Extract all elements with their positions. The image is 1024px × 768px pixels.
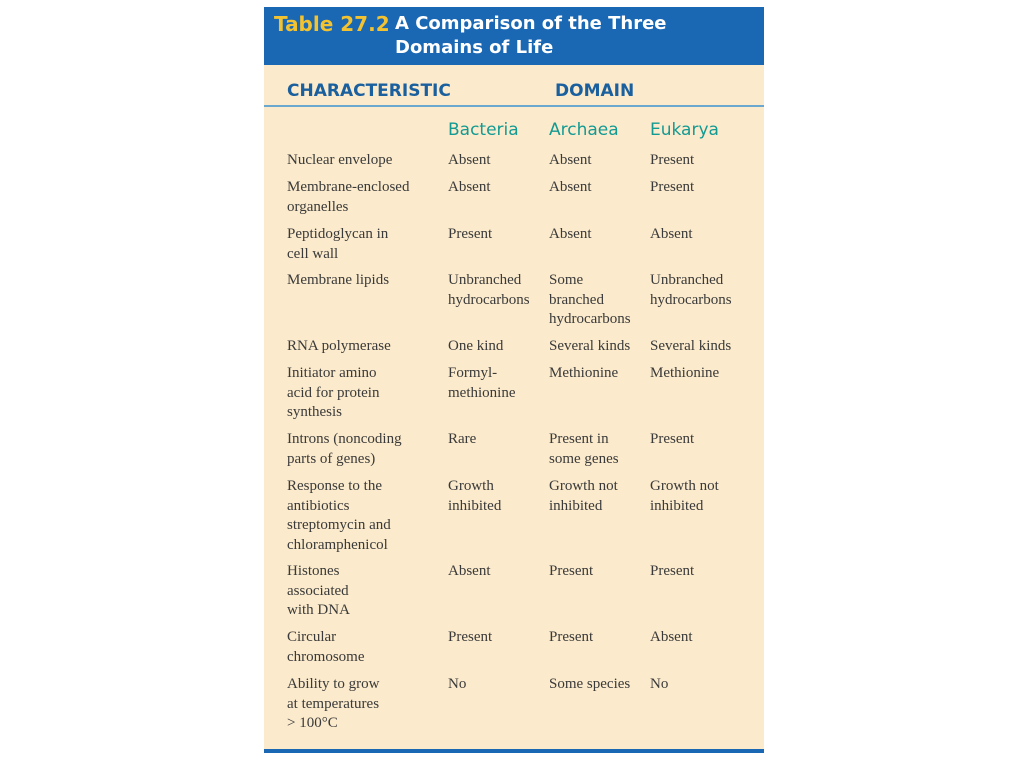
eukarya-cell: Absent (650, 629, 693, 645)
eukarya-cell: Present (650, 431, 695, 447)
header-rule (264, 105, 764, 107)
characteristic-cell: Peptidoglycan in cell wall (287, 226, 389, 262)
archaea-cell: Absent (549, 226, 592, 242)
eukarya-cell: Present (650, 563, 695, 579)
bacteria-cell: No (448, 676, 467, 692)
bacteria-cell: Formyl- methionine (448, 365, 516, 401)
eukarya-cell: No (650, 676, 669, 692)
eukarya-cell: Absent (650, 226, 693, 242)
bacteria-cell: Present (448, 629, 493, 645)
archaea-cell: Some branched hydrocarbons (549, 272, 631, 327)
archaea-cell: Absent (549, 152, 592, 168)
characteristic-cell: Circular chromosome (287, 629, 365, 665)
characteristic-cell: Membrane-enclosed organelles (287, 179, 410, 215)
characteristic-cell: Membrane lipids (287, 272, 390, 288)
bacteria-cell: Present (448, 226, 493, 242)
bacteria-cell: Absent (448, 563, 491, 579)
bacteria-cell: One kind (448, 338, 504, 354)
comparison-table (264, 7, 764, 753)
domain-header: DOMAIN (555, 81, 635, 101)
bacteria-cell: Unbranched hydrocarbons (448, 272, 530, 308)
eukarya-cell: Present (650, 179, 695, 195)
archaea-cell: Some species (549, 676, 631, 692)
eukarya-cell: Methionine (650, 365, 720, 381)
archaea-cell: Several kinds (549, 338, 631, 354)
domain-archaea-header: Archaea (549, 120, 619, 140)
eukarya-cell: Several kinds (650, 338, 732, 354)
characteristic-header: CHARACTERISTIC (287, 81, 451, 101)
archaea-cell: Present (549, 563, 594, 579)
bacteria-cell: Rare (448, 431, 477, 447)
table-number: Table 27.2 (274, 12, 390, 36)
characteristic-cell: Response to the antibiotics streptomycin and chloramphenicol (287, 478, 391, 553)
bacteria-cell: Growth inhibited (448, 478, 502, 514)
archaea-cell: Present in some genes (549, 431, 619, 467)
archaea-cell: Present (549, 629, 594, 645)
characteristic-cell: Initiator amino acid for protein synthesis (287, 365, 380, 420)
archaea-cell: Methionine (549, 365, 619, 381)
eukarya-cell: Growth not inhibited (650, 478, 719, 514)
characteristic-cell: Histones associated with DNA (287, 563, 350, 618)
characteristic-cell: Introns (noncoding parts of genes) (287, 431, 402, 467)
characteristic-cell: Nuclear envelope (287, 152, 393, 168)
archaea-cell: Growth not inhibited (549, 478, 618, 514)
table-title: A Comparison of the Three Domains of Life (395, 13, 667, 58)
bacteria-cell: Absent (448, 152, 491, 168)
bacteria-cell: Absent (448, 179, 491, 195)
eukarya-cell: Present (650, 152, 695, 168)
title-bar (264, 7, 764, 65)
archaea-cell: Absent (549, 179, 592, 195)
eukarya-cell: Unbranched hydrocarbons (650, 272, 732, 308)
footer-rule (264, 749, 764, 753)
characteristic-cell: Ability to grow at temperatures > 100°C (287, 676, 380, 731)
characteristic-cell: RNA polymerase (287, 338, 391, 354)
domain-bacteria-header: Bacteria (448, 120, 519, 140)
domain-eukarya-header: Eukarya (650, 120, 719, 140)
